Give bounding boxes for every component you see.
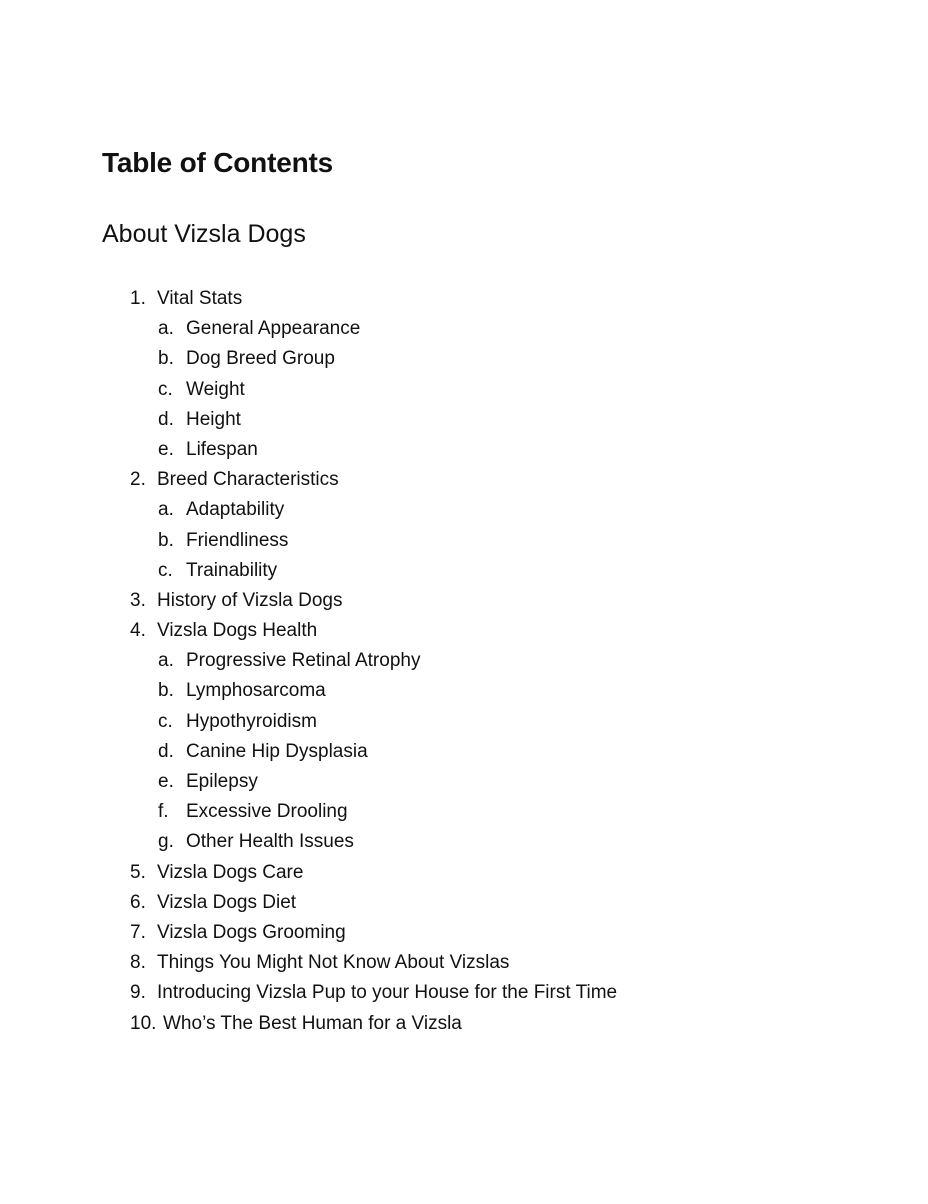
- toc-entry-number: b.: [158, 529, 174, 551]
- toc-entry-text: Friendliness: [186, 529, 289, 551]
- toc-entry-text: Adaptability: [186, 499, 285, 521]
- toc-entry-text: General Appearance: [186, 318, 361, 340]
- toc-entry-number: c.: [158, 710, 173, 732]
- toc-entry-number: a.: [158, 499, 174, 521]
- toc-entry-text: Epilepsy: [186, 771, 258, 792]
- page-title: Table of Contents: [102, 147, 333, 178]
- toc-entry-number: 2.: [130, 469, 146, 491]
- toc-entry-text: History of Vizsla Dogs: [157, 589, 343, 611]
- toc-entry-number: 3.: [130, 589, 146, 611]
- toc-entry-text: Other Health Issues: [186, 831, 354, 853]
- toc-entry-text: Hypothyroidism: [186, 710, 317, 732]
- toc-entry-number: g.: [158, 831, 174, 853]
- toc-entry-text: Vizsla Dogs Diet: [157, 891, 297, 913]
- toc-entry-number: 4.: [130, 620, 146, 642]
- toc-entry-text: Vizsla Dogs Health: [157, 620, 318, 642]
- toc-entry-number: c.: [158, 559, 173, 581]
- toc-entry-number: d.: [158, 740, 174, 762]
- toc-entry-number: c.: [158, 378, 173, 400]
- toc-entry-number: 6.: [130, 891, 146, 913]
- toc-entry-number: f.: [158, 801, 169, 823]
- toc-entry-number: b.: [158, 348, 174, 370]
- toc-entry-text: Height: [186, 408, 241, 430]
- toc-entry-text: Progressive Retinal Atrophy: [186, 650, 421, 672]
- toc-entry-number: 8.: [130, 952, 146, 974]
- toc-entry-text: Vizsla Dogs Care: [157, 861, 304, 883]
- toc-entry-text: Breed Characteristics: [157, 469, 339, 491]
- toc-entry-text: Lymphosarcoma: [186, 680, 326, 702]
- toc-entry-number: e.: [158, 771, 174, 792]
- toc-entry-text: Excessive Drooling: [186, 801, 348, 823]
- toc-entry-number: 5.: [130, 861, 146, 883]
- toc-entry-number: 7.: [130, 921, 146, 943]
- toc-entry-text: Things You Might Not Know About Vizslas: [157, 952, 510, 974]
- toc-entry-number: 9.: [130, 982, 146, 1004]
- toc-entry-number: d.: [158, 408, 174, 430]
- toc-entry-number: e.: [158, 438, 174, 460]
- toc-entry-text: Who’s The Best Human for a Vizsla: [163, 1012, 462, 1034]
- toc-entry-text: Vizsla Dogs Grooming: [157, 921, 346, 943]
- toc-entry-text: Introducing Vizsla Pup to your House for the First Time: [157, 982, 618, 1004]
- toc-entry-number: 10.: [130, 1012, 157, 1034]
- section-heading: About Vizsla Dogs: [102, 220, 306, 248]
- toc-entry-text: Lifespan: [186, 438, 258, 460]
- toc-entry-number: b.: [158, 680, 174, 702]
- toc-entry-text: Vital Stats: [157, 288, 243, 309]
- toc-entry-number: 1.: [130, 288, 146, 309]
- toc-entry-text: Weight: [186, 378, 245, 400]
- toc-entry-text: Dog Breed Group: [186, 348, 335, 370]
- toc-entry-number: a.: [158, 650, 174, 672]
- toc-entry-number: a.: [158, 318, 174, 340]
- toc-entry-text: Trainability: [186, 559, 278, 581]
- toc-entry-text: Canine Hip Dysplasia: [186, 740, 368, 762]
